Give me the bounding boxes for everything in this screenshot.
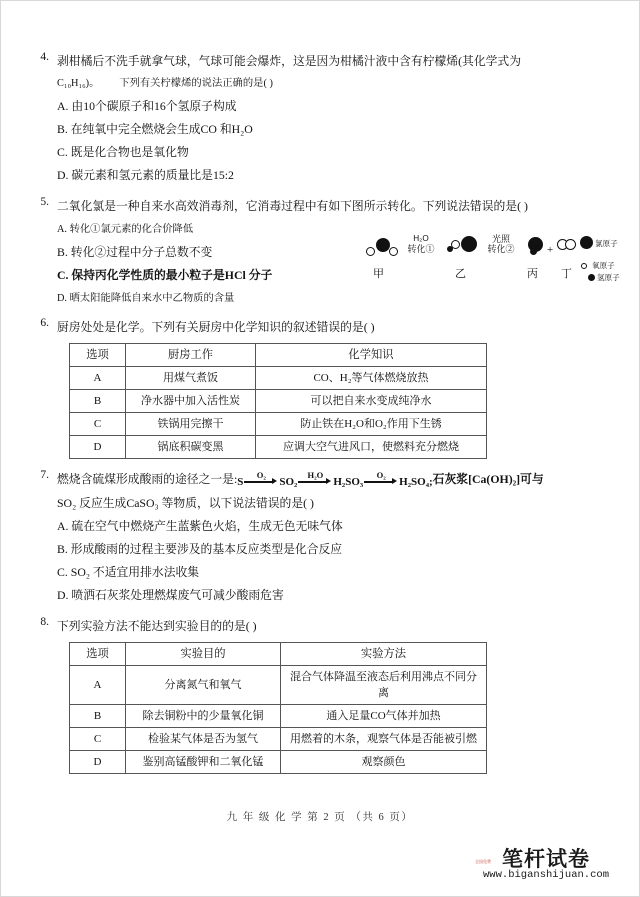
molecule-yi-label: 乙 xyxy=(455,268,466,280)
cell-purpose: 鉴别高锰酸钾和二氧化锰 xyxy=(126,751,281,774)
transform-1-top-label: H₂O xyxy=(413,234,429,243)
cell-option: D xyxy=(70,751,126,774)
chain-species-s: S xyxy=(237,475,244,488)
experiment-method-table xyxy=(69,642,487,774)
plus-sign: + xyxy=(547,244,554,256)
transform-1-annotation xyxy=(401,234,441,254)
header-kitchen-task: 厨房工作 xyxy=(126,344,256,367)
cell-option: C xyxy=(70,728,126,751)
transform-1-bottom-label: 转化① xyxy=(407,244,435,254)
table-row xyxy=(70,666,487,705)
question-7-number: 7. xyxy=(40,469,49,481)
chain-condition-1: O₂ xyxy=(256,470,266,481)
chain-species-h2so4: H₂SO₄; xyxy=(399,475,433,488)
question-7-option-c[interactable]: C. SO₂ 不适宜用排水法收集 xyxy=(57,565,200,579)
cell-knowledge: 防止铁在H₂O和O₂作用下生锈 xyxy=(256,413,487,436)
molecule-bing xyxy=(526,237,546,257)
question-4-option-c[interactable]: C. 既是化合物也是氧化物 xyxy=(57,145,189,159)
question-5-option-a[interactable]: A. 转化①氯元素的化合价降低 xyxy=(57,224,194,235)
question-7 xyxy=(23,469,617,606)
legend-oxygen xyxy=(581,260,615,271)
molecule-ding xyxy=(557,239,581,253)
question-5-stem: 二氧化氯是一种自来水高效消毒剂，它消毒过程中有如下图所示转化。下列说法错误的是( ) xyxy=(57,199,528,213)
cell-option: C xyxy=(70,413,126,436)
chlorine-dioxide-transformation-diagram xyxy=(363,234,620,296)
hydrogen-atom xyxy=(530,248,537,255)
cell-method: 观察颜色 xyxy=(281,751,487,774)
transform-2-bottom-label: 转化② xyxy=(487,244,515,254)
question-4-option-b[interactable]: B. 在纯氧中完全燃烧会生成CO 和H₂O xyxy=(57,122,253,136)
table-row xyxy=(70,728,487,751)
question-6 xyxy=(23,317,617,459)
legend-chlorine xyxy=(580,236,618,249)
molecule-yi xyxy=(447,236,479,258)
cell-method: 用燃着的木条，观察气体是否能被引燃 xyxy=(281,728,487,751)
cell-task: 用煤气煮饭 xyxy=(126,367,256,390)
table-row xyxy=(70,390,487,413)
hydrogen-atom xyxy=(447,246,453,252)
cell-knowledge: CO、H₂等气体燃烧放热 xyxy=(256,367,487,390)
molecule-ding-label: 丁 xyxy=(561,268,572,280)
cell-option: A xyxy=(70,367,126,390)
cell-task: 净水器中加入活性炭 xyxy=(126,390,256,413)
table-row xyxy=(70,436,487,459)
question-7-option-a[interactable]: A. 硫在空气中燃烧产生蓝紫色火焰，生成无色无味气体 xyxy=(57,519,343,533)
cell-task: 锅底积碳变黑 xyxy=(126,436,256,459)
cell-method: 混合气体降温至液态后利用沸点不同分离 xyxy=(281,666,487,705)
chlorine-atom-icon xyxy=(580,236,593,249)
cell-task: 铁锅用完擦干 xyxy=(126,413,256,436)
transform-2-top-label: 光照 xyxy=(491,234,510,244)
cell-purpose: 检验某气体是否为氢气 xyxy=(126,728,281,751)
acid-rain-reaction-chain xyxy=(237,472,432,493)
watermark-badge: 全国免费 xyxy=(475,859,491,864)
cell-purpose: 除去铜粉中的少量氧化铜 xyxy=(126,705,281,728)
cell-method: 通入足量CO气体并加热 xyxy=(281,705,487,728)
header-experiment-purpose: 实验目的 xyxy=(126,643,281,666)
legend-oxygen-label: 氧原子 xyxy=(592,261,615,270)
header-option: 选项 xyxy=(70,643,126,666)
question-4-option-a[interactable]: A. 由10个碳原子和16个氢原子构成 xyxy=(57,99,237,113)
cell-knowledge: 应调大空气进风口，使燃料充分燃烧 xyxy=(256,436,487,459)
chain-arrow-3 xyxy=(364,470,398,490)
question-4-number: 4. xyxy=(40,51,49,63)
question-7-stem-line1 xyxy=(57,469,617,493)
question-4-stem-line2 xyxy=(57,72,617,94)
oxygen-atom-icon xyxy=(581,263,587,269)
watermark-url: www.biganshijuan.com xyxy=(482,869,610,881)
question-7-stem-line2: SO₂ 反应生成CaSO₃ 等物质，以下说法错误的是( ) xyxy=(57,496,314,510)
chlorine-atom xyxy=(461,236,477,252)
chain-condition-2: H₂O xyxy=(307,470,324,481)
table-row xyxy=(70,705,487,728)
page-footer: 九 年 级 化 学 第 2 页 （共 6 页） xyxy=(226,812,414,823)
table-row xyxy=(70,367,487,390)
watermark-brand: 笔杆试卷 xyxy=(502,847,590,871)
chain-species-h2so3: H₂SO₃ xyxy=(333,475,364,488)
question-5-option-b[interactable]: B. 转化②过程中分子总数不变 xyxy=(57,245,213,259)
header-option: 选项 xyxy=(70,344,126,367)
oxygen-atom xyxy=(389,247,398,256)
watermark xyxy=(471,848,621,881)
question-5-option-d[interactable]: D. 晒太阳能降低自来水中乙物质的含量 xyxy=(57,293,235,304)
question-6-number: 6. xyxy=(40,317,49,329)
hydrogen-atom-icon xyxy=(588,274,595,281)
table-header-row xyxy=(70,643,487,666)
molecule-jia-label: 甲 xyxy=(373,268,384,280)
transform-2-annotation xyxy=(481,234,521,254)
header-chemistry-knowledge: 化学知识 xyxy=(256,344,487,367)
cell-option: A xyxy=(70,666,126,705)
question-5-option-c[interactable]: C. 保持丙化学性质的最小粒子是HCl 分子 xyxy=(57,268,273,282)
question-8 xyxy=(23,616,617,774)
kitchen-chemistry-table xyxy=(69,343,487,459)
legend-hydrogen-label: 氢原子 xyxy=(597,273,620,282)
question-4-stem xyxy=(57,51,617,72)
question-5 xyxy=(23,196,620,309)
table-row xyxy=(70,413,487,436)
table-row xyxy=(70,751,487,774)
question-4 xyxy=(23,51,617,186)
oxygen-atom xyxy=(565,239,576,250)
molecule-jia xyxy=(365,238,399,258)
cell-knowledge: 可以把自来水变成纯净水 xyxy=(256,390,487,413)
chlorine-atom xyxy=(376,238,390,252)
question-4-stem-text2: 下列有关柠檬烯的说法正确的是( ) xyxy=(119,78,273,89)
cell-option: B xyxy=(70,390,126,413)
oxygen-atom xyxy=(366,247,375,256)
chain-condition-3: O₂ xyxy=(376,470,386,481)
question-7-lime-slurry-text: 石灰浆[Ca(OH)₂]可与 xyxy=(432,472,544,486)
question-6-stem: 厨房处处是化学。下列有关厨房中化学知识的叙述错误的是( ) xyxy=(57,320,375,334)
chain-arrow-1 xyxy=(244,470,278,490)
cell-purpose: 分离氮气和氧气 xyxy=(126,666,281,705)
question-5-number: 5. xyxy=(40,196,49,208)
table-header-row xyxy=(70,344,487,367)
cell-option: D xyxy=(70,436,126,459)
chain-arrow-2 xyxy=(298,470,332,490)
question-8-stem: 下列实验方法不能达到实验目的的是( ) xyxy=(57,619,257,633)
question-7-option-d[interactable]: D. 喷洒石灰浆处理燃煤废气可减少酸雨危害 xyxy=(57,588,284,602)
question-8-number: 8. xyxy=(40,616,49,628)
question-4-option-d[interactable]: D. 碳元素和氢元素的质量比是15:2 xyxy=(57,168,234,182)
legend-hydrogen xyxy=(588,272,620,283)
molecule-bing-label: 丙 xyxy=(527,268,538,280)
cell-option: B xyxy=(70,705,126,728)
legend-chlorine-label: 氯原子 xyxy=(595,239,618,248)
question-7-stem-text: 燃烧含硫煤形成酸雨的途径之一是: xyxy=(57,472,238,486)
question-4-formula: C₁₀H₁₆)。 xyxy=(57,78,100,89)
header-experiment-method: 实验方法 xyxy=(281,643,487,666)
chain-species-so2: SO₂ xyxy=(279,475,298,488)
question-4-stem-text: 剥柑橘后不洗手就拿气球，气球可能会爆炸，这是因为柑橘汁液中含有柠檬烯(其化学式为 xyxy=(57,54,522,68)
question-7-option-b[interactable]: B. 形成酸雨的过程主要涉及的基本反应类型是化合反应 xyxy=(57,542,343,556)
